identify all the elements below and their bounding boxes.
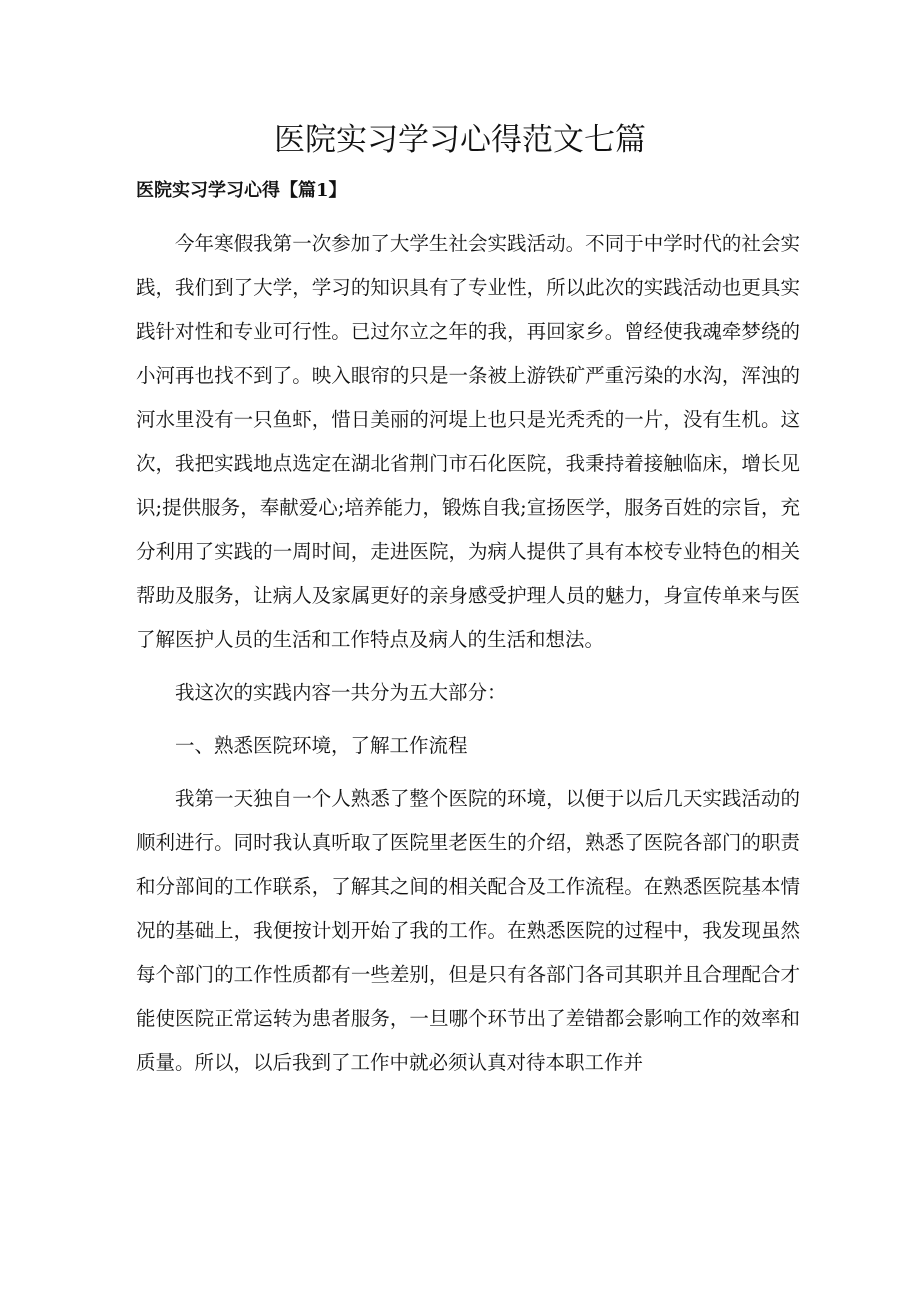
document-title: 医院实习学习心得范文七篇 — [274, 122, 646, 158]
paragraph-overview: 我这次的实践内容一共分为五大部分： — [175, 681, 507, 704]
section-heading: 医院实习学习心得【篇1】 — [136, 180, 347, 201]
paragraph-intro: 今年寒假我第一次参加了大学生社会实践活动。不同于中学时代的社会实践，我们到了大学，学习的知识具有了专业性，所以此次的实践活动也更具实践针对性和专业可行性。已过尔立之年的我，再回家乡。曾经使我魂牵梦绕的小河再也找不到了。映入眼帘的只是一条被上游铁矿严重污染的水沟，浑浊的河水里没有一只鱼虾，惜日美丽的河堤上也只是光秃秃的一片，没有生机。这次，我把实践地点选定在湖北省荆门市石化医院，我秉持着接触临床，增长见识;提供服务，奉献爱心;培养能力，锻炼自我;宣扬医学，服务百姓的宗旨，充分利用了实践的一周时间，走进医院，为病人提供了具有本校专业特色的相关帮助及服务，让病人及家属更好的亲身感受护理人员的魅力，身宣传单来与医了解医护人员的生活和工作特点及病人的生活和想法。 — [136, 232, 800, 651]
paragraph-part-1: 我第一天独自一个人熟悉了整个医院的环境，以便于以后几天实践活动的顺利进行。同时我认真听取了医院里老医生的介绍，熟悉了医院各部门的职责和分部间的工作联系，了解其之间的相关配合及工作流程。在熟悉医院基本情况的基础上，我便按计划开始了我的工作。在熟悉医院的过程中，我发现虽然每个部门的工作性质都有一些差别，但是只有各部门各司其职并且合理配合才能使医院正常运转为患者服务，一旦哪个环节出了差错都会影响工作的效率和质量。所以，以后我到了工作中就必须认真对待本职工作并 — [136, 787, 800, 1074]
document-body — [136, 222, 800, 1085]
paragraph-subheading-1: 一、熟悉医院环境，了解工作流程 — [175, 734, 468, 757]
